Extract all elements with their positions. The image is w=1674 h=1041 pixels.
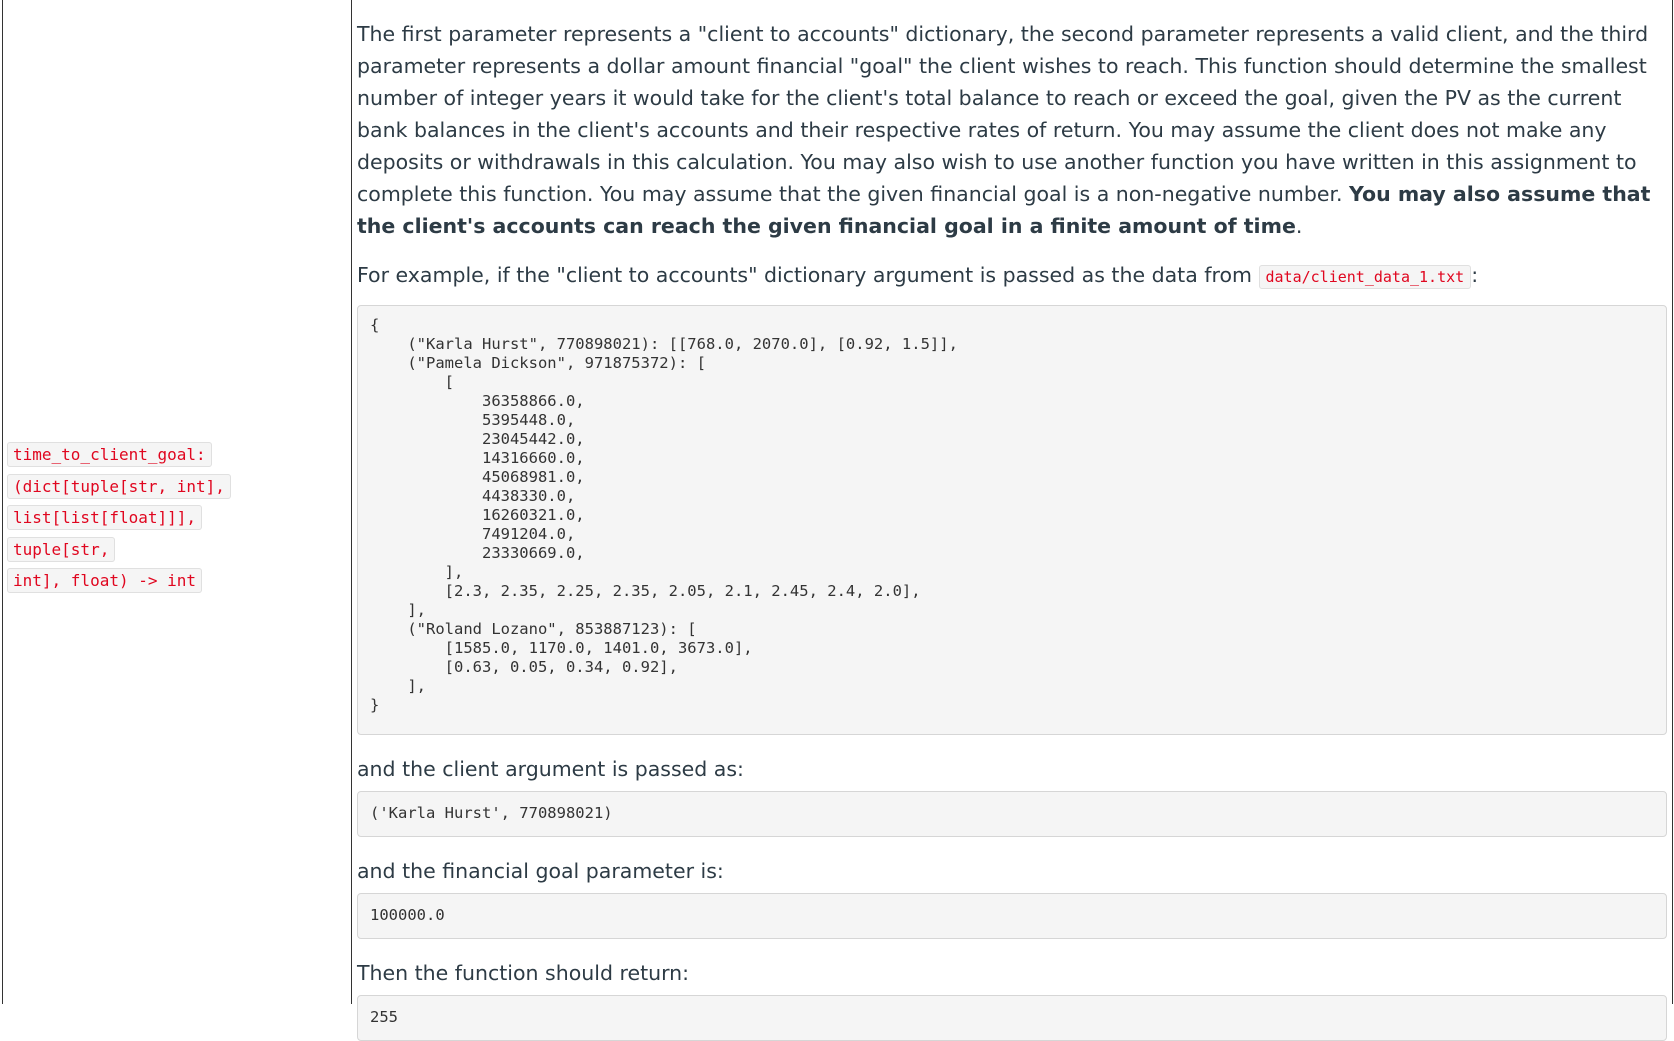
function-table-row: [2, 0, 1673, 1026]
description-end: .: [1295, 214, 1303, 238]
signature-line-1: time_to_client_goal:: [7, 442, 212, 467]
signature-line-2: (dict[tuple[str, int],: [7, 474, 231, 499]
function-signature: [7, 439, 307, 597]
signature-line-3: list[list[float]]], tuple[str,: [7, 505, 202, 562]
data-file-code: data/client_data_1.txt: [1259, 265, 1472, 289]
example-intro-paragraph: [357, 259, 1667, 293]
client-arg-code-block: ('Karla Hurst', 770898021): [357, 791, 1667, 837]
example-intro: For example, if the "client to accounts" dictionary argument is passed as the data from: [357, 263, 1259, 287]
return-code-block: 255: [357, 995, 1667, 1041]
goal-code-block: 100000.0: [357, 893, 1667, 939]
signature-line-4: int], float) -> int: [7, 568, 202, 593]
description-paragraph: [357, 18, 1667, 242]
example-colon: :: [1471, 263, 1479, 287]
signature-cell: [3, 0, 352, 1004]
description-text: The first parameter represents a "client to accounts" dictionary, the second parameter represents a valid client, and the third parameter represents a dollar amount financial "goal" the client wishes to reach. This function should determine the smallest number of integer years it would take for the client's total balance to reach or exceed the goal, given the PV as the current bank balances in the client's accounts and their respective rates of return. You may assume the client does not make any deposits or withdrawals in this calculation. You may also wish to use another function you have written in this assignment to complete this function. You may assume that the given financial goal is a non-negative number.: [357, 22, 1649, 206]
description-cell: [352, 0, 1672, 1026]
return-label: Then the function should return:: [357, 961, 690, 985]
goal-label: and the financial goal parameter is:: [357, 859, 724, 883]
client-dict-code-block: { ("Karla Hurst", 770898021): [[768.0, 2070.0], [0.92, 1.5]], ("Pamela Dickson", 971875372): [ [ 36358866.0, 5395448.0, 23045442.0, 14316660.0, 45068981.0, 4438330.0, 16260321.0, 7491204.0, 23330669.0, ], [2.3, 2.35, 2.25, 2.35, 2.05, 2.1, 2.45, 2.4, 2.0], ], ("Roland Lozano", 853887123): [ [1585.0, 1170.0, 1401.0, 3673.0], [0.63, 0.05, 0.34, 0.92], ], }: [357, 305, 1667, 735]
client-arg-label: and the client argument is passed as:: [357, 757, 744, 781]
description-bold: You may also assume that the client's accounts can reach the given financial goal in a finite amount of time: [357, 182, 1651, 238]
